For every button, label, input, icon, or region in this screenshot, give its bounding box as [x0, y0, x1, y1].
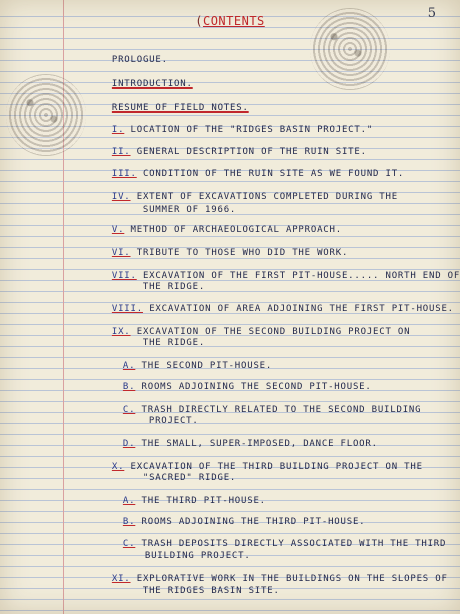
- toc-subentry: B. ROOMS ADJOINING THE SECOND PIT-HOUSE.: [122, 381, 372, 392]
- toc-entry: II. GENERAL DESCRIPTION OF THE RUIN SITE.: [111, 146, 367, 157]
- toc-entry: INTRODUCTION.: [111, 78, 193, 89]
- toc-subentry-continuation: PROJECT.: [148, 415, 199, 426]
- toc-entry-continuation: SUMMER OF 1966.: [142, 204, 237, 215]
- toc-entry: VII. EXCAVATION OF THE FIRST PIT-HOUSE..... NORTH END OF: [111, 270, 460, 281]
- toc-subentry: C. TRASH DEPOSITS DIRECTLY ASSOCIATED WITH THE THIRD: [122, 538, 447, 549]
- ink-stain: [6, 74, 86, 156]
- toc-entry: IX. EXCAVATION OF THE SECOND BUILDING PROJECT ON: [111, 326, 411, 337]
- toc-entry: VIII. EXCAVATION OF AREA ADJOINING THE FIRST PIT-HOUSE.: [111, 303, 454, 314]
- toc-entry-continuation: THE RIDGE.: [142, 337, 206, 348]
- toc-entry: PROLOGUE.: [111, 54, 168, 65]
- toc-subentry-continuation: BUILDING PROJECT.: [144, 550, 251, 561]
- toc-subentry: D. THE SMALL, SUPER-IMPOSED, DANCE FLOOR.: [122, 438, 378, 449]
- toc-entry-continuation: "SACRED" RIDGE.: [142, 472, 237, 483]
- toc-entry: RESUME OF FIELD NOTES.: [111, 102, 249, 113]
- page-title: (CONTENTS: [195, 14, 265, 28]
- toc-subentry: B. ROOMS ADJOINING THE THIRD PIT-HOUSE.: [122, 516, 366, 527]
- toc-entry: IV. EXTENT OF EXCAVATIONS COMPLETED DURING THE: [111, 191, 398, 202]
- toc-entry: XI. EXPLORATIVE WORK IN THE BUILDINGS ON THE SLOPES OF: [111, 573, 448, 584]
- toc-subentry: A. THE THIRD PIT-HOUSE.: [122, 495, 266, 506]
- page-number: 5: [427, 6, 436, 21]
- toc-subentry: A. THE SECOND PIT-HOUSE.: [122, 360, 273, 371]
- toc-entry: X. EXCAVATION OF THE THIRD BUILDING PROJECT ON THE: [111, 461, 423, 472]
- toc-subentry: C. TRASH DIRECTLY RELATED TO THE SECOND BUILDING: [122, 404, 422, 415]
- toc-entry-continuation: THE RIDGE.: [142, 281, 206, 292]
- toc-entry: V. METHOD OF ARCHAEOLOGICAL APPROACH.: [111, 224, 342, 235]
- toc-entry: VI. TRIBUTE TO THOSE WHO DID THE WORK.: [111, 247, 349, 258]
- toc-entry-continuation: THE RIDGES BASIN SITE.: [142, 585, 280, 596]
- toc-entry: III. CONDITION OF THE RUIN SITE AS WE FOUND IT.: [111, 168, 405, 179]
- toc-entry: I. LOCATION OF THE "RIDGES BASIN PROJECT.": [111, 124, 374, 135]
